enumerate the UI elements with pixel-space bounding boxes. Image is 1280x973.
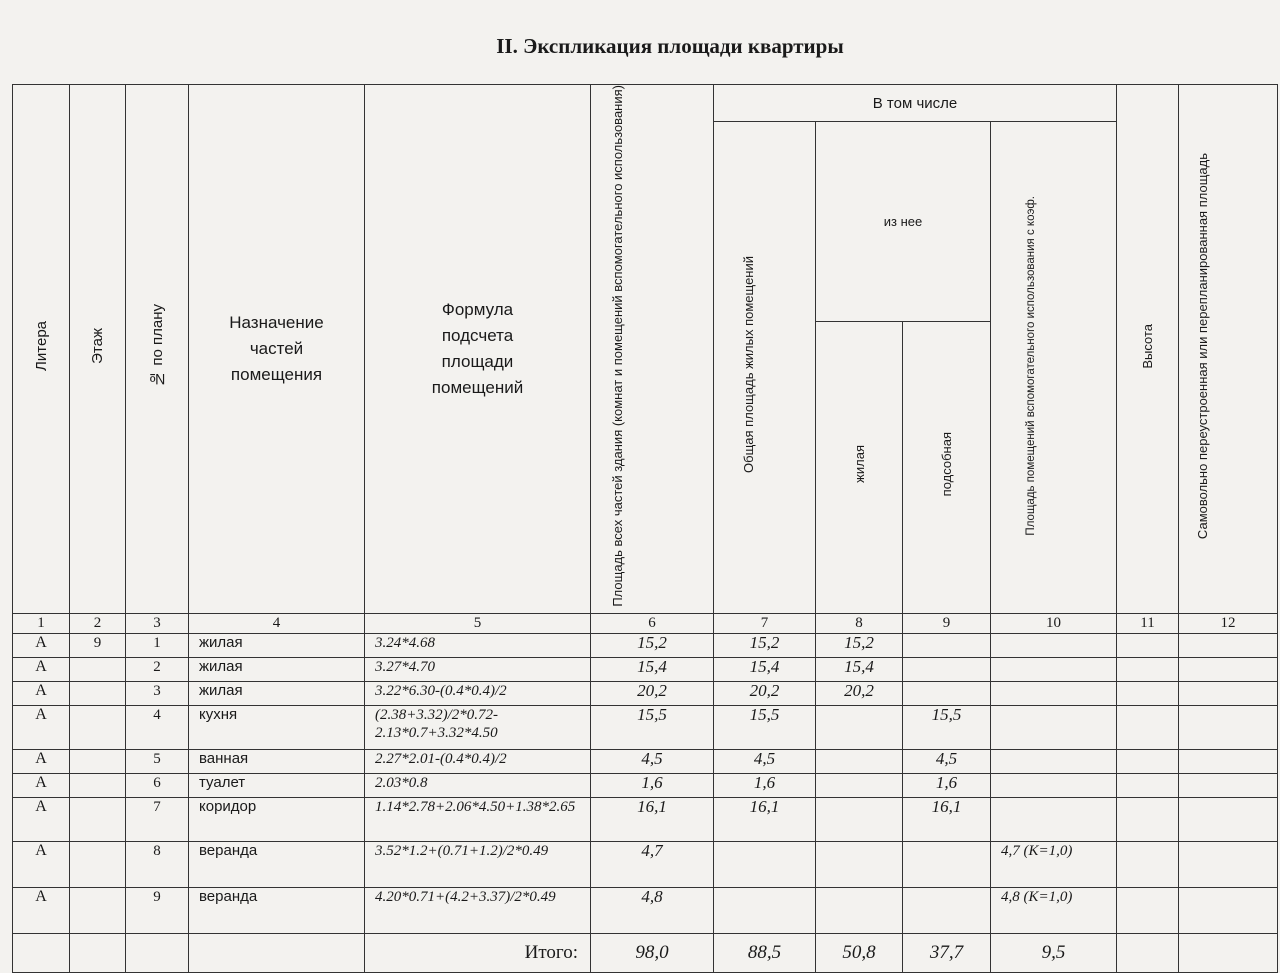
- cell-samovolno: [1179, 749, 1278, 773]
- table-row: [13, 681, 1278, 705]
- header-no-plan: № по плану: [126, 85, 189, 614]
- cell-vysota: [1117, 657, 1179, 681]
- cell-name: ванная: [189, 749, 365, 773]
- cell-name: жилая: [189, 633, 365, 657]
- cell-obshchaya: 16,1: [714, 797, 816, 841]
- cell-podsobnaya: 1,6: [903, 773, 991, 797]
- cell-samovolno: [1179, 773, 1278, 797]
- cell-obshchaya: 15,4: [714, 657, 816, 681]
- cell-vysota: [1117, 681, 1179, 705]
- cell-vysota: [1117, 633, 1179, 657]
- cell-obshchaya: 20,2: [714, 681, 816, 705]
- cell-samovolno: [1179, 705, 1278, 749]
- cell-vysota: [1117, 749, 1179, 773]
- cell-name: веранда: [189, 841, 365, 887]
- cell-litera: А: [13, 657, 70, 681]
- header-podsobnaya: подсобная: [903, 321, 991, 613]
- column-number: 9: [903, 613, 991, 633]
- totals-obshchaya: 88,5: [714, 933, 816, 972]
- cell-no: 9: [126, 887, 189, 933]
- column-number: 10: [991, 613, 1117, 633]
- column-number: 4: [189, 613, 365, 633]
- cell-formula: 3.24*4.68: [365, 633, 591, 657]
- table-row: [13, 773, 1278, 797]
- cell-podsobnaya: 16,1: [903, 797, 991, 841]
- cell-litera: А: [13, 705, 70, 749]
- cell-formula: 3.52*1.2+(0.71+1.2)/2*0.49: [365, 841, 591, 887]
- cell-total-area: 15,4: [591, 657, 714, 681]
- cell-total-area: 15,2: [591, 633, 714, 657]
- cell-vysota: [1117, 705, 1179, 749]
- cell-podsobnaya: [903, 887, 991, 933]
- cell-samovolno: [1179, 657, 1278, 681]
- cell-vspomog: [991, 797, 1117, 841]
- cell-name: веранда: [189, 887, 365, 933]
- cell-litera: А: [13, 773, 70, 797]
- cell-etazh: [70, 841, 126, 887]
- cell-obshchaya: 15,2: [714, 633, 816, 657]
- totals-zhilaya: 50,8: [816, 933, 903, 972]
- cell-zhilaya: [816, 749, 903, 773]
- header-zhilaya: жилая: [816, 321, 903, 613]
- table-row: [13, 657, 1278, 681]
- cell-name: коридор: [189, 797, 365, 841]
- cell-vspomog: [991, 749, 1117, 773]
- header-vysota: Высота: [1117, 85, 1179, 614]
- header-formula: Формула подсчета площади помещений: [365, 85, 591, 614]
- cell-samovolno: [1179, 681, 1278, 705]
- cell-podsobnaya: 15,5: [903, 705, 991, 749]
- cell-vspomog: 4,8 (К=1,0): [991, 887, 1117, 933]
- cell-name: туалет: [189, 773, 365, 797]
- cell-name: жилая: [189, 657, 365, 681]
- cell-no: 3: [126, 681, 189, 705]
- cell-total-area: 16,1: [591, 797, 714, 841]
- column-number: 8: [816, 613, 903, 633]
- totals-podsobnaya: 37,7: [903, 933, 991, 972]
- header-naznachenie: Назначение частей помещения: [189, 85, 365, 614]
- header-samovolno: Самовольно переустроенная или перепланированная площадь: [1179, 85, 1278, 614]
- cell-total-area: 4,5: [591, 749, 714, 773]
- cell-etazh: [70, 887, 126, 933]
- cell-formula: 3.22*6.30-(0.4*0.4)/2: [365, 681, 591, 705]
- cell-vysota: [1117, 773, 1179, 797]
- table-row: [13, 633, 1278, 657]
- cell-total-area: 15,5: [591, 705, 714, 749]
- column-number: 5: [365, 613, 591, 633]
- table-row: [13, 797, 1278, 841]
- cell-no: 7: [126, 797, 189, 841]
- column-number-row: [13, 613, 1278, 633]
- cell-formula: 3.27*4.70: [365, 657, 591, 681]
- column-number: 12: [1179, 613, 1278, 633]
- cell-zhilaya: 15,4: [816, 657, 903, 681]
- cell-no: 2: [126, 657, 189, 681]
- column-number: 6: [591, 613, 714, 633]
- cell-zhilaya: 15,2: [816, 633, 903, 657]
- cell-formula: 1.14*2.78+2.06*4.50+1.38*2.65: [365, 797, 591, 841]
- header-vspomog: Площадь помещений вспомогательного использования с коэф.: [991, 122, 1117, 614]
- cell-samovolno: [1179, 633, 1278, 657]
- cell-vysota: [1117, 887, 1179, 933]
- cell-zhilaya: 20,2: [816, 681, 903, 705]
- cell-name: жилая: [189, 681, 365, 705]
- cell-no: 1: [126, 633, 189, 657]
- column-number: 11: [1117, 613, 1179, 633]
- cell-name: кухня: [189, 705, 365, 749]
- cell-vspomog: [991, 633, 1117, 657]
- cell-no: 5: [126, 749, 189, 773]
- cell-formula: 4.20*0.71+(4.2+3.37)/2*0.49: [365, 887, 591, 933]
- cell-vysota: [1117, 841, 1179, 887]
- header-etazh: Этаж: [70, 85, 126, 614]
- column-number: 7: [714, 613, 816, 633]
- cell-podsobnaya: [903, 633, 991, 657]
- page-title: II. Экспликация площади квартиры: [496, 34, 844, 58]
- cell-etazh: [70, 705, 126, 749]
- cell-samovolno: [1179, 887, 1278, 933]
- cell-litera: А: [13, 681, 70, 705]
- cell-litera: А: [13, 841, 70, 887]
- cell-zhilaya: [816, 887, 903, 933]
- cell-total-area: 20,2: [591, 681, 714, 705]
- cell-obshchaya: 4,5: [714, 749, 816, 773]
- cell-vspomog: [991, 705, 1117, 749]
- column-number: 2: [70, 613, 126, 633]
- cell-no: 6: [126, 773, 189, 797]
- cell-formula: 2.27*2.01-(0.4*0.4)/2: [365, 749, 591, 773]
- table-row: [13, 749, 1278, 773]
- totals-label: Итого:: [365, 933, 591, 972]
- cell-litera: А: [13, 633, 70, 657]
- cell-total-area: 4,8: [591, 887, 714, 933]
- cell-vspomog: [991, 681, 1117, 705]
- header-obshchaya: Общая площадь жилых помещений: [714, 122, 816, 614]
- cell-obshchaya: 15,5: [714, 705, 816, 749]
- cell-podsobnaya: [903, 657, 991, 681]
- cell-obshchaya: [714, 887, 816, 933]
- column-number: 1: [13, 613, 70, 633]
- cell-litera: А: [13, 887, 70, 933]
- header-litera: Литера: [13, 85, 70, 614]
- cell-formula: (2.38+3.32)/2*0.72-2.13*0.7+3.32*4.50: [365, 705, 591, 749]
- cell-vysota: [1117, 797, 1179, 841]
- cell-etazh: [70, 749, 126, 773]
- cell-etazh: [70, 681, 126, 705]
- cell-zhilaya: [816, 797, 903, 841]
- cell-vspomog: [991, 773, 1117, 797]
- cell-no: 8: [126, 841, 189, 887]
- cell-litera: А: [13, 749, 70, 773]
- cell-no: 4: [126, 705, 189, 749]
- cell-litera: А: [13, 797, 70, 841]
- cell-samovolno: [1179, 797, 1278, 841]
- cell-total-area: 4,7: [591, 841, 714, 887]
- cell-etazh: 9: [70, 633, 126, 657]
- cell-podsobnaya: [903, 841, 991, 887]
- cell-total-area: 1,6: [591, 773, 714, 797]
- cell-formula: 2.03*0.8: [365, 773, 591, 797]
- cell-podsobnaya: 4,5: [903, 749, 991, 773]
- header-v-tom-chisle: В том числе: [714, 85, 1117, 122]
- explication-table: [12, 84, 1278, 973]
- table-row: [13, 705, 1278, 749]
- cell-zhilaya: [816, 705, 903, 749]
- cell-samovolno: [1179, 841, 1278, 887]
- cell-etazh: [70, 657, 126, 681]
- totals-vspomog: 9,5: [991, 933, 1117, 972]
- table-row: [13, 887, 1278, 933]
- column-number: 3: [126, 613, 189, 633]
- cell-etazh: [70, 797, 126, 841]
- cell-podsobnaya: [903, 681, 991, 705]
- cell-etazh: [70, 773, 126, 797]
- table-row: [13, 841, 1278, 887]
- totals-row: [13, 933, 1278, 972]
- cell-vspomog: 4,7 (К=1,0): [991, 841, 1117, 887]
- cell-vspomog: [991, 657, 1117, 681]
- cell-obshchaya: 1,6: [714, 773, 816, 797]
- cell-zhilaya: [816, 841, 903, 887]
- totals-area: 98,0: [591, 933, 714, 972]
- header-iz-nee: из нее: [816, 122, 991, 322]
- cell-obshchaya: [714, 841, 816, 887]
- header-ploshad-vseh: Площадь всех частей здания (комнат и помещений вспомогательного использования): [591, 85, 714, 614]
- cell-zhilaya: [816, 773, 903, 797]
